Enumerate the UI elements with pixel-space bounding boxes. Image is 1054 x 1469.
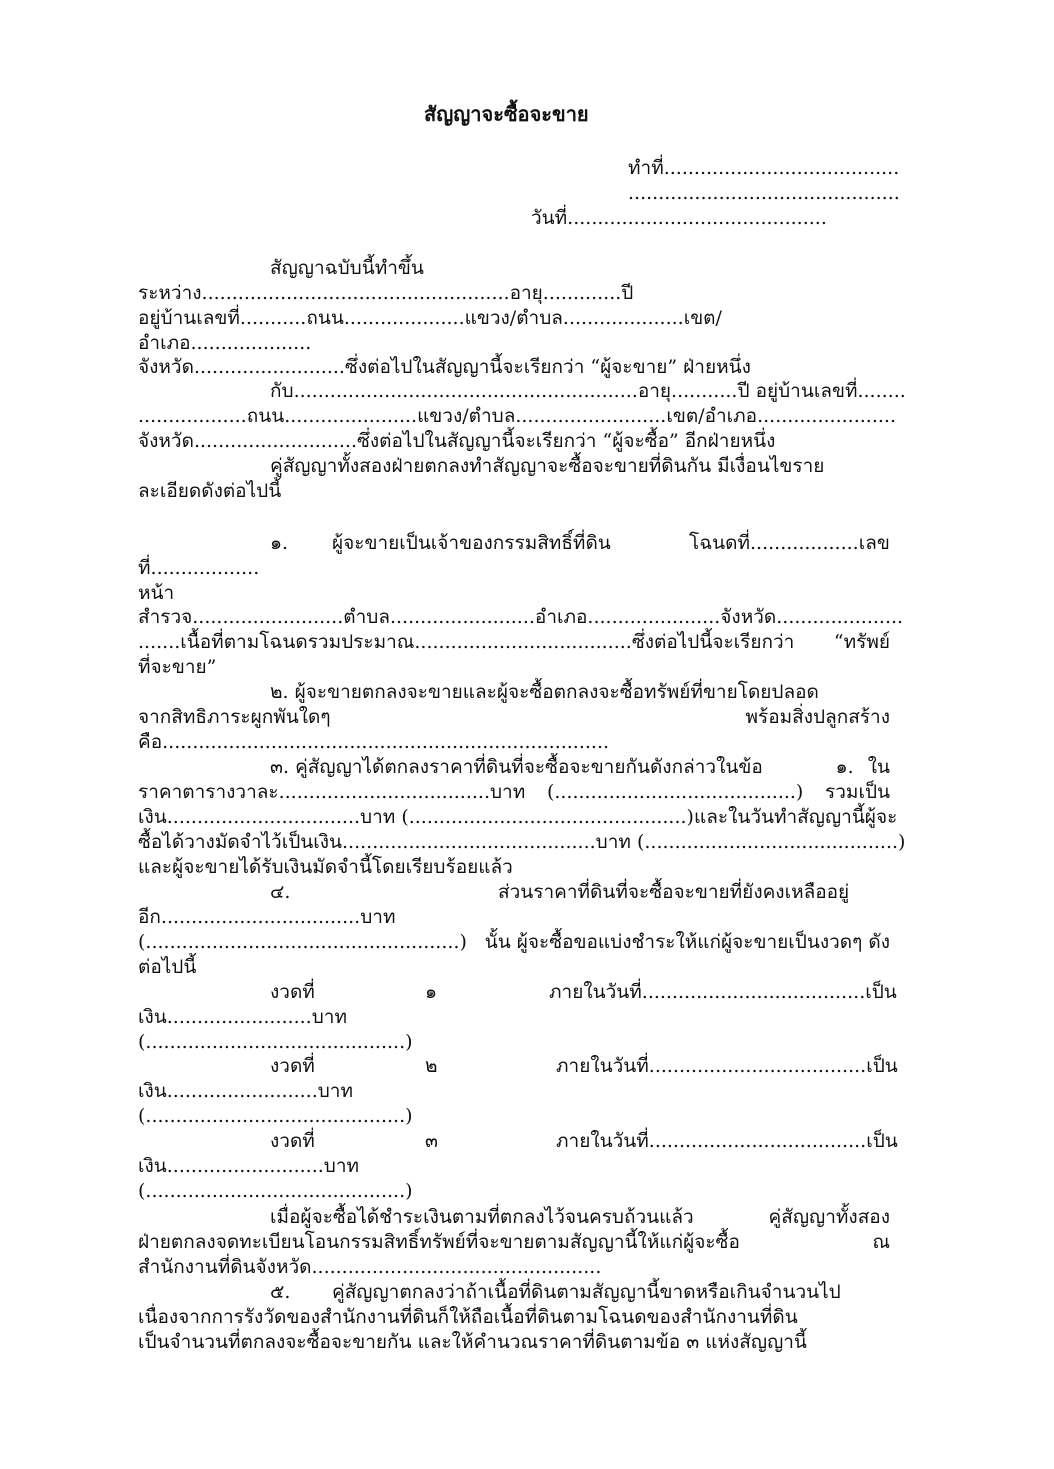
clause-4-line-3 <box>138 930 890 954</box>
installment-amount-words: (...........................................) <box>138 1180 413 1202</box>
installment-number: ๒ <box>425 1055 438 1077</box>
clause-5-number: ๕. <box>270 1281 291 1303</box>
installment-amount: เงิน.........................บาท <box>138 1080 354 1102</box>
clause-3-ref <box>836 755 890 779</box>
clause-3-ref-word: ใน <box>867 756 890 778</box>
date-line: วันที่........................................... <box>531 207 827 229</box>
installment-amount: เงิน........................บาท <box>138 1006 347 1028</box>
seller-name-line: ระหว่าง...................................................อายุ.............ปี <box>138 282 634 304</box>
installment-due-date: ภายในวันที่.....................................เป็น <box>549 981 897 1003</box>
clause-1-line-5 <box>138 630 890 654</box>
clause-5-text: คู่สัญญาตกลงว่าถ้าเนื้อที่ดินตามสัญญานี้ขาดหรือเกินจำนวนไป <box>332 1281 841 1303</box>
clause-3-text: ๓. คู่สัญญาได้ตกลงราคาที่ดินที่จะซื้อจะขายกันดังกล่าวในข้อ <box>270 756 763 778</box>
seller-address-line: อยู่บ้านเลขที่...........ถนน....................แขวง/ตำบล....................เขต/ <box>138 307 722 329</box>
transfer-at: ณ <box>872 1231 890 1253</box>
clause-3-deposit-received: และผู้จะขายได้รับเงินมัดจำนี้โดยเรียบร้อยแล้ว <box>138 856 513 878</box>
clause-4-remaining-words: (....................................................) <box>138 931 467 953</box>
installment-label: งวดที่ <box>270 981 315 1003</box>
clause-1-line-4: สำรวจ.........................ตำบล........................อำเภอ......................จังหวัด..................... <box>138 606 904 628</box>
transfer-land-office: สำนักงานที่ดินจังหวัด................................................ <box>138 1256 602 1278</box>
buyer-name-line: กับ.........................................................อายุ...........ปี อยู่บ้านเลขที่........ <box>270 380 906 402</box>
transfer-registration: ฝ่ายตกลงจดทะเบียนโอนกรรมสิทธิ์ทรัพย์ที่จะขายตามสัญญานี้ให้แก่ผู้จะซื้อ <box>138 1231 740 1253</box>
clause-1-number: ๑. <box>270 532 289 554</box>
clause-3-deposit-intro: และในวันทำสัญญานี้ผู้จะ <box>693 806 898 828</box>
installment-due-date: ภายในวันที่....................................เป็น <box>556 1130 898 1152</box>
clause-2-line-3: คือ.......................................................................... <box>138 731 610 753</box>
clause-4-remaining: อีก.................................บาท <box>138 906 396 928</box>
clause-1-text: ผู้จะขายเป็นเจ้าของกรรมสิทธิ์ที่ดิน <box>332 532 611 554</box>
installment-label: งวดที่ <box>270 1055 315 1077</box>
made-at-continuation: ............................................. <box>628 182 900 204</box>
agreement-line-cont: ละเอียดดังต่อไปนี้ <box>138 480 282 502</box>
installment-due-date: ภายในวันที่....................................เป็น <box>556 1055 898 1077</box>
agreement-line: คู่สัญญาทั้งสองฝ่ายตกลงทำสัญญาจะซื้อจะขายที่ดินกัน มีเงื่อนไขราย <box>270 455 825 477</box>
clause-1-line-6: ที่จะขาย” <box>138 656 217 678</box>
transfer-parties: คู่สัญญาทั้งสอง <box>768 1206 890 1228</box>
seller-province-line: จังหวัด.........................ซึ่งต่อไปในสัญญานี้จะเรียกว่า “ผู้จะขาย” ฝ่ายหนึ่ง <box>138 356 751 378</box>
clause-2-encumbrance: จากสิทธิภาระผูกพันใดๆ <box>138 706 331 728</box>
clause-2-line-2 <box>138 705 890 729</box>
clause-3-line-3 <box>138 805 898 829</box>
buyer-address-line: ..................ถนน......................แขวง/ตำบล.........................เขต/อำเภอ....................... <box>138 405 896 427</box>
clause-3-total: เงิน................................บาท (..............................................) <box>138 806 694 828</box>
clause-4-line-4: ต่อไปนี้ <box>138 956 197 978</box>
installment-number: ๓ <box>425 1130 438 1152</box>
clause-2-line-1: ๒. ผู้จะขายตกลงจะขายและผู้จะซื้อตกลงจะซื้อทรัพย์ที่ขายโดยปลอด <box>270 681 819 703</box>
transfer-line-2 <box>138 1230 890 1254</box>
installment-label: งวดที่ <box>270 1130 315 1152</box>
clause-1-area: .......เนื้อที่ตามโฉนดรวมประมาณ....................................ซึ่งต่อไปนี้จะเรียกว่า <box>138 631 795 653</box>
clause-1-deed: โฉนดที่..................เลข <box>689 532 890 554</box>
installment-amount: เงิน..........................บาท <box>138 1155 360 1177</box>
installment-amount-words: (...........................................) <box>138 1105 413 1127</box>
clause-5-line-2: เนื่องจากการรังวัดของสำนักงานที่ดินก็ให้ถือเนื้อที่ดินตามโฉนดของสำนักงานที่ดิน <box>138 1306 798 1328</box>
document-title: สัญญาจะซื้อจะขาย <box>424 102 589 126</box>
buyer-province-line: จังหวัด...........................ซึ่งต่อไปในสัญญานี้จะเรียกว่า “ผู้จะซื้อ” อีกฝ่ายหนึ่ง <box>138 430 776 452</box>
clause-3-ref-num: ๑. <box>835 756 854 778</box>
made-at-line: ทำที่....................................... <box>628 157 900 179</box>
clause-3-line-1 <box>270 755 890 779</box>
clause-4-installment-intro: นั้น ผู้จะซื้อขอแบ่งชำระให้แก่ผู้จะขายเป็นงวดๆ ดัง <box>484 931 890 953</box>
seller-district-line: อำเภอ.................... <box>138 332 312 354</box>
clause-3-price-words: (........................................) <box>546 781 804 803</box>
clause-5-line-3: เป็นจำนวนที่ตกลงจะซื้อจะขายกัน และให้คำนวณราคาที่ดินตามข้อ ๓ แห่งสัญญานี้ <box>138 1331 807 1353</box>
installment-amount-words: (...........................................) <box>138 1031 413 1053</box>
clause-4-text: ส่วนราคาที่ดินที่จะซื้อจะขายที่ยังคงเหลืออยู่ <box>498 881 850 903</box>
clause-3-line-2 <box>138 780 890 804</box>
clause-3-total-label: รวมเป็น <box>825 781 890 803</box>
clause-3-deposit: ซื้อได้วางมัดจำไว้เป็นเงิน..........................................บาท (..........................................) <box>138 831 906 853</box>
clause-1-line-3: หน้า <box>138 582 175 604</box>
clause-2-buildings: พร้อมสิ่งปลูกสร้าง <box>745 706 890 728</box>
clause-1-line-2: ที่.................. <box>138 557 260 579</box>
clause-1-property-term: “ทรัพย์ <box>833 631 890 653</box>
installment-number: ๑ <box>425 981 438 1003</box>
intro-line: สัญญาฉบับนี้ทำขึ้น <box>270 257 424 279</box>
transfer-payment-complete: เมื่อผู้จะซื้อได้ชำระเงินตามที่ตกลงไว้จนครบถ้วนแล้ว <box>270 1206 694 1228</box>
clause-3-price-per-wa: ราคาตารางวาละ...................................บาท <box>138 781 526 803</box>
clause-4-number: ๔. <box>270 881 291 903</box>
transfer-line-1 <box>270 1205 890 1229</box>
